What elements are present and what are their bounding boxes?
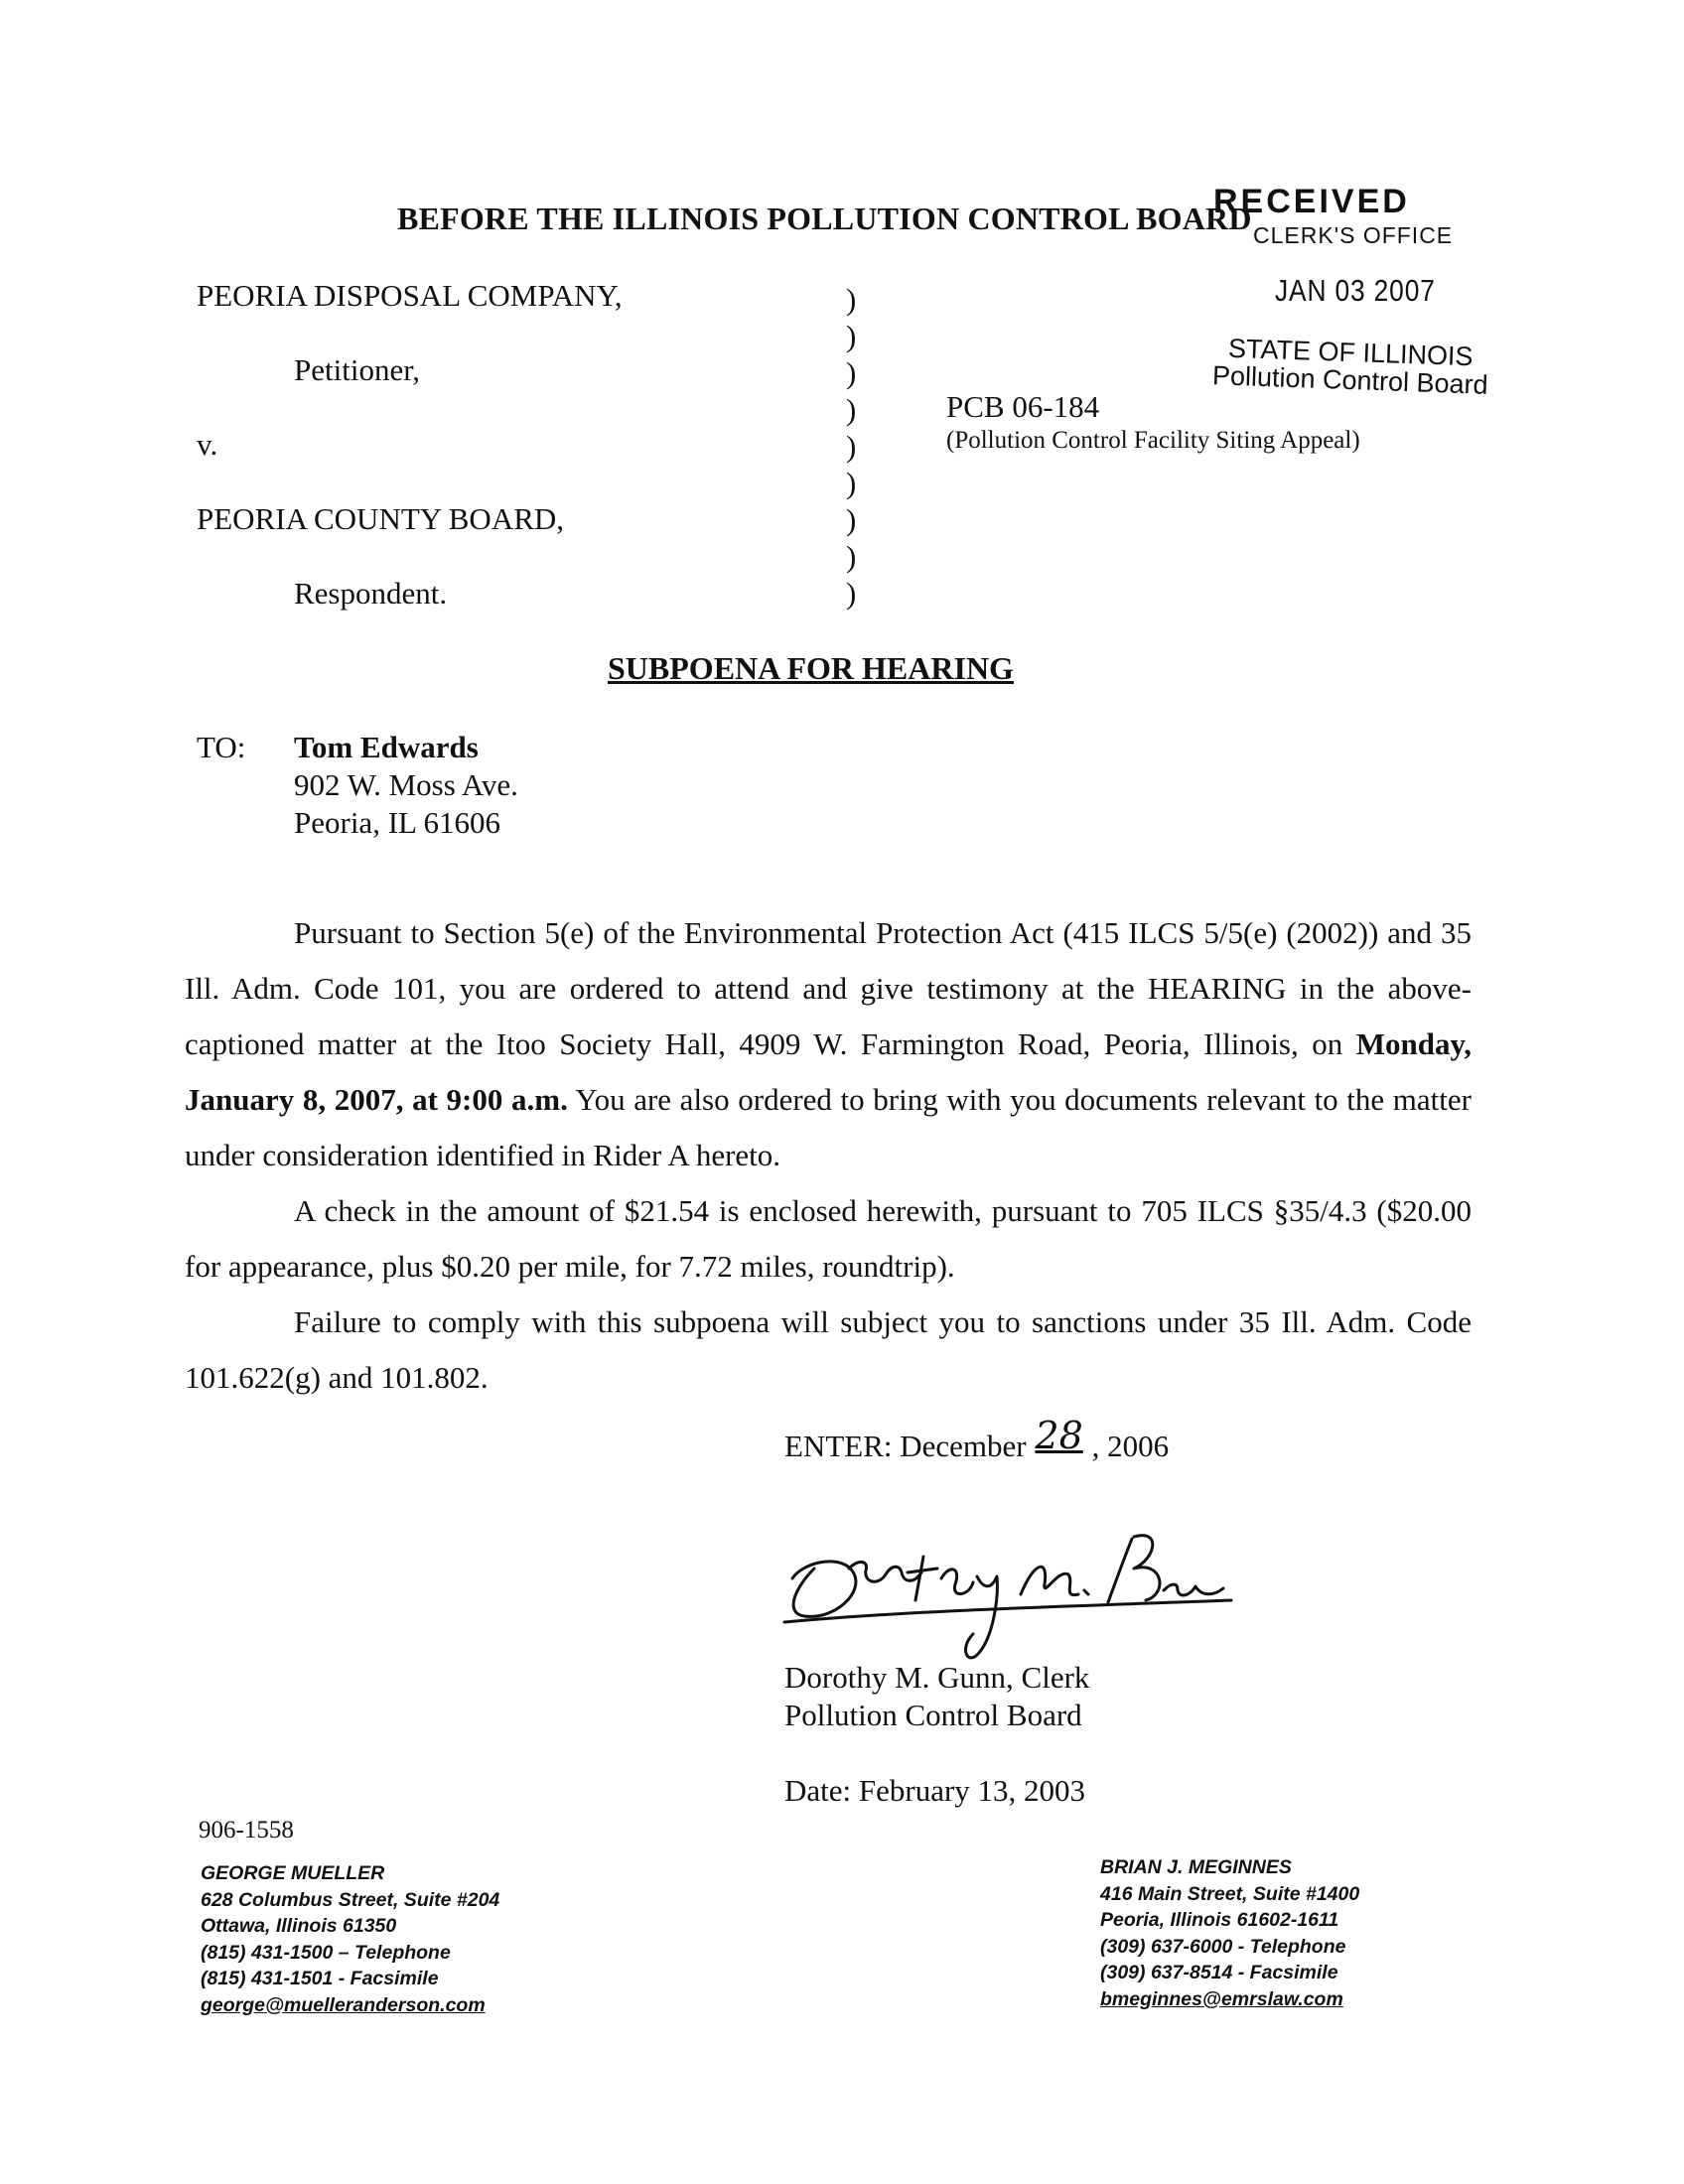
case-number: PCB 06-184 bbox=[946, 389, 1100, 424]
enter-date bbox=[784, 1414, 1170, 1465]
petitioner-name: PEORIA DISPOSAL COMPANY, bbox=[197, 278, 623, 313]
recipient-city: Peoria, IL 61606 bbox=[294, 805, 501, 840]
attorney-right-name: BRIAN J. MEGINNES bbox=[1100, 1856, 1292, 1878]
case-type: (Pollution Control Facility Siting Appeal) bbox=[946, 427, 1360, 454]
paragraph-1-text: Pursuant to Section 5(e) of the Environmental Protection Act (415 ILCS 5/5(e) (2002)) and 35 Ill. Adm. Code 101, you are ordered to attend and give testimony at the HEARING in the above-captioned matter at the Itoo Society Hall, 4909 W. Farmington Road, Peoria, Illinois, on bbox=[185, 915, 1472, 1061]
clerk-name: Dorothy M. Gunn, Clerk bbox=[784, 1660, 1090, 1695]
attorney-left-address: 628 Columbus Street, Suite #204 bbox=[201, 1888, 500, 1911]
paren: ) bbox=[846, 392, 857, 427]
recipient-name: Tom Edwards bbox=[294, 730, 479, 764]
paren: ) bbox=[846, 429, 857, 464]
clerks-office-stamp: CLERK'S OFFICE bbox=[1253, 222, 1454, 248]
paren: ) bbox=[846, 355, 857, 390]
attorney-left-name: GEORGE MUELLER bbox=[201, 1862, 385, 1884]
page-title: BEFORE THE ILLINOIS POLLUTION CONTROL BOARD bbox=[397, 201, 1252, 236]
stamp-board: Pollution Control Board bbox=[1211, 360, 1489, 400]
clerk-signature bbox=[774, 1499, 1251, 1668]
attorney-left-email[interactable]: george@muelleranderson.com bbox=[201, 1993, 486, 2016]
attorney-left-fax: (815) 431-1501 - Facsimile bbox=[201, 1968, 439, 1989]
attorney-left-city: Ottawa, Illinois 61350 bbox=[201, 1915, 397, 1937]
enter-label: ENTER: December bbox=[784, 1429, 1027, 1463]
file-number: 906-1558 bbox=[199, 1817, 294, 1843]
body-paragraph-2: A check in the amount of $21.54 is enclosed herewith, pursuant to 705 ILCS §35/4.3 ($20.00 for appearance, plus $0.20 per mile, for 7.72 miles, roundtrip). bbox=[185, 1193, 1472, 1284]
paren: ) bbox=[846, 466, 857, 500]
paren: ) bbox=[846, 282, 857, 317]
stamp-date: JAN 03 2007 bbox=[1275, 273, 1436, 308]
paren: ) bbox=[846, 319, 857, 353]
paren: ) bbox=[846, 576, 857, 611]
subpoena-title: SUBPOENA FOR HEARING bbox=[608, 650, 1014, 686]
attorney-left bbox=[201, 1860, 499, 2018]
paragraph-1-tail: You are also ordered to bring with you documents relevant to the matter under consideration identified in Rider A hereto. bbox=[185, 1082, 1472, 1172]
signature-date: Date: February 13, 2003 bbox=[784, 1773, 1086, 1808]
clerk-board: Pollution Control Board bbox=[784, 1698, 1082, 1732]
body-paragraph-1 bbox=[185, 905, 1472, 1183]
recipient-street: 902 W. Moss Ave. bbox=[294, 767, 518, 802]
body-paragraph-3: Failure to comply with this subpoena will subject you to sanctions under 35 Ill. Adm. Code 101.622(g) and 101.802. bbox=[185, 1304, 1472, 1395]
stamp-state: STATE OF ILLINOIS bbox=[1227, 333, 1474, 372]
respondent-name: PEORIA COUNTY BOARD, bbox=[197, 501, 565, 536]
hearing-datetime: Monday, January 8, 2007, at 9:00 a.m. bbox=[185, 1026, 1472, 1117]
attorney-right-email[interactable]: bmeginnes@emrslaw.com bbox=[1100, 1987, 1343, 2010]
attorney-right-phone: (309) 637-6000 - Telephone bbox=[1100, 1935, 1346, 1958]
attorney-right-fax: (309) 637-8514 - Facsimile bbox=[1100, 1962, 1338, 1983]
caption-parentheses bbox=[846, 281, 856, 612]
respondent-role: Respondent. bbox=[294, 576, 448, 611]
paren: ) bbox=[846, 539, 857, 574]
paren: ) bbox=[846, 502, 857, 537]
enter-year: , 2006 bbox=[1091, 1429, 1170, 1463]
enter-day: 28 bbox=[1035, 1414, 1083, 1457]
attorney-left-phone: (815) 431-1500 – Telephone bbox=[201, 1941, 451, 1964]
attorney-right bbox=[1100, 1854, 1359, 2012]
attorney-right-address: 416 Main Street, Suite #1400 bbox=[1100, 1882, 1360, 1905]
to-label: TO: bbox=[197, 730, 246, 764]
received-stamp: RECEIVED bbox=[1213, 183, 1410, 220]
attorney-right-city: Peoria, Illinois 61602-1611 bbox=[1100, 1909, 1339, 1931]
versus: v. bbox=[197, 427, 218, 462]
petitioner-role: Petitioner, bbox=[294, 352, 421, 387]
